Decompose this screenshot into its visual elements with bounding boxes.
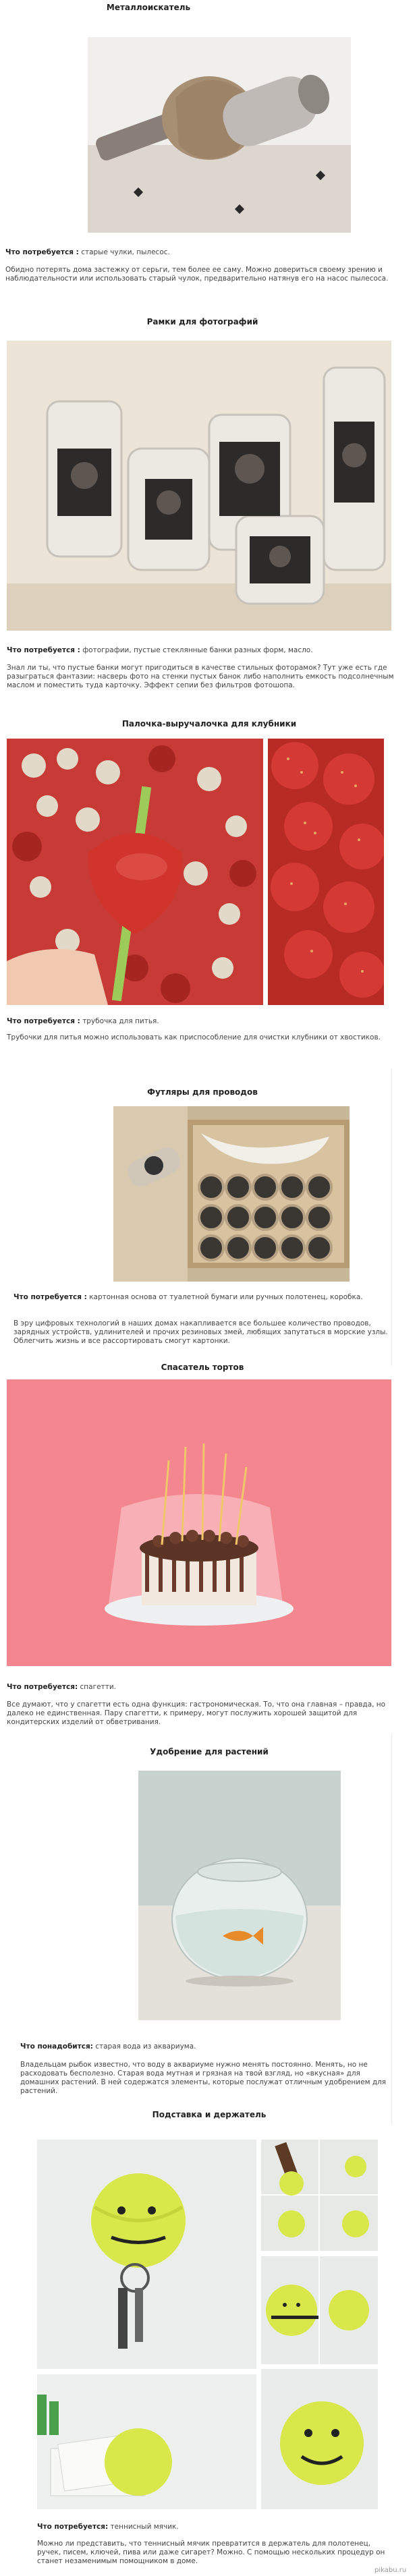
section-title: Палочка-выручалочка для клубники	[121, 719, 297, 728]
section-description: Трубочки для питья можно использовать как приспособление для очистки клубники от хвостиков.	[7, 1033, 381, 1041]
need-label: Что потребуется:	[37, 2523, 109, 2531]
photo-tennis-ball-pen	[261, 2256, 378, 2364]
watermark: pikabu.ru	[374, 2567, 407, 2574]
photo-tennis-ball-keys	[37, 2140, 256, 2369]
need-label: Что понадобится:	[20, 2042, 93, 2051]
section-title: Спасатель тортов	[161, 1363, 244, 1372]
photo-vacuum-stocking	[88, 37, 351, 233]
section-description: Знал ли ты, что пустые банки могут пригодиться в качестве стильных фоторамок? Тут уже есть где разыграться фантазии: насверь фото на стенки пустых банок либо наполнить емкость подсолнечным маслом и поместить туда карточку. Эффект сепии без фильтров фотошопа.	[7, 664, 394, 689]
photo-strawberry-straw	[7, 739, 263, 1005]
section-description: Владельцам рыбок известно, что воду в аквариуме нужно менять постоянно. Менять, но не расходовать бесполезно. Старая вода мутная и грязная на твой взгляд, но «вкусная» для домашних растений. В ней содержатся элементы, которые послужат отличным удобрением для растений.	[20, 2061, 387, 2095]
need-value: старые чулки, пылесос.	[81, 248, 170, 256]
need-value: картонная основа от туалетной бумаги или ручных полотенец, коробка.	[89, 1293, 363, 1301]
need-line	[7, 1017, 398, 1026]
need-line	[37, 2523, 388, 2531]
photo-tennis-ball-bottle	[261, 2140, 378, 2251]
section-description: В эру цифровых технологий в наших домах накапливается все большее количество проводов, зарядных устройств, удлинителей и прочих резиновых змей, любящих запутаться в морские узлы. Облегчить жизнь и все рассортировать смогут картонки.	[13, 1319, 388, 1345]
photo-tennis-ball-letters	[37, 2374, 256, 2509]
section-description: Обидно потерять дома застежку от серьги, тем более ее саму. Можно довериться своему зрению и наблюдательности или использовать старый чулок, предварительно натянув его на насос пылесоса.	[5, 266, 389, 283]
section-description: Все думают, что у спагетти есть одна функция: гастрономическая. То, что она главная – правда, но далеко не единственная. Пару спагетти, к примеру, могут послужить хорошей защитой для кондитерских изделий от обветривания.	[7, 1700, 386, 1726]
need-label: Что потребуется :	[13, 1293, 87, 1301]
section-description: Можно ли представить, что теннисный мячик превратится в держатель для полотенец, ручек, писем, ключей, пива или даже сигарет? Можно. С помощью нескольких процедур он станет незаменимым помощником в доме.	[37, 2540, 385, 2565]
need-label: Что потребуется :	[7, 646, 80, 654]
need-line	[7, 646, 398, 655]
section-title: Удобрение для растений	[150, 1747, 269, 1756]
need-value: фотографии, пустые стеклянные банки разных форм, масло.	[82, 646, 313, 654]
section-title: Металлоискатель	[106, 3, 191, 12]
need-value: трубочка для питья.	[82, 1017, 159, 1025]
section-title: Подставка и держатель	[152, 2110, 267, 2119]
need-value: теннисный мячик.	[110, 2523, 179, 2531]
need-value: спагетти.	[80, 1683, 116, 1691]
need-label: Что потребуется :	[5, 248, 79, 256]
need-label: Что потребуется :	[7, 1017, 80, 1025]
need-line	[7, 1683, 398, 1692]
need-line	[20, 2042, 391, 2051]
section-title: Рамки для фотографий	[146, 317, 258, 326]
photo-jar-frames	[7, 341, 391, 631]
need-line	[13, 1293, 391, 1302]
need-line	[5, 248, 397, 257]
section-title: Футляры для проводов	[147, 1087, 258, 1097]
photo-tennis-ball-smile	[261, 2369, 378, 2509]
photo-strawberries	[268, 739, 384, 1005]
need-value: старая вода из аквариума.	[95, 2042, 196, 2051]
photo-cake-spaghetti	[7, 1379, 391, 1666]
photo-fishbowl	[138, 1771, 341, 2020]
photo-cable-organizer	[113, 1106, 350, 1282]
need-label: Что потребуется:	[7, 1683, 78, 1691]
